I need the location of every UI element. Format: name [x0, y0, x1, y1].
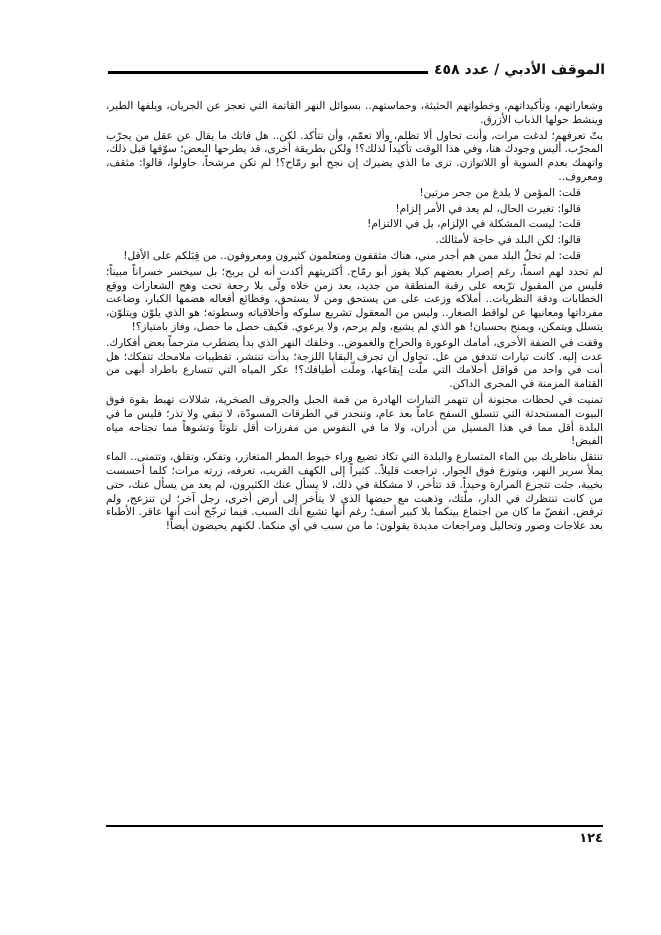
paragraph: وقفت في الضفة الأخرى، أمامك الوعورة والحراج والغموض.. وخلفك النهر الذي بدأ يضطرب مترجماً بعض أفكارك. عدت إليه. كانت تيارات تتدفق من عل. تحاول أن تجرف البقايا اللزجة؛ بدأت تنتشر، تقطيبات ملامحك تتفكك؛ هل أنت في واحد من قواقل أحلامك التي ملّت إيقاعها، وملّت أطيافك؟! عكر المياه التي تتسارع باطراد أبهى من القتامة المزمنة في المجرى الداكن.: [106, 336, 603, 391]
paragraph: وشعاراتهم، وتأكيداتهم، وخطواتهم الحثيثة، وحماستهم.. بسوائل النهر القاتمة التي تعجز عن الجريان، ويلفها الطير، وينشط حولها الذباب الأزرق.: [106, 100, 603, 126]
paragraph: تنتقل بناظريك بين الماء المتسارع والبلدة التي تكاد تضيع وراء خيوط المطر المتغازر، وتفكر، وتقلق، وتتمنى.. الماء يملأ سرير النهر، ويتوزع فوق الجوار. تراجعت قليلاً.. كثيراً إلى الكهف القريب، تعرفه، زرته مرات؛ كلما أحسست بخيبة، جئت تتجرع المرارة وحيداً. قد تتأخر، لا مشكلة في ذلك، لا يسأل عنك الكثيرون، لم يعد من يسأل عنك، حتى من كانت تنتظرك في الدار، ملّتك، وذهبت مع حيضها الذي لا يتأخر إلى أرض أخرى، رجل آخر؛ لن تنزعج، ولم ترفض. انفضّ ما كان من اجتماع بينكما بلا كبير أسف؛ رغم أنها تشيع أنك السبب. فيما ترجّح أنت أنها عاقر. الأطباء بعد علاجات وصور وتحاليل ومراجعات مديدة يقولون: ما من سبب في أي منكما. لكنهم يحيضون أيضاً!: [106, 451, 603, 533]
footer-rule: [106, 825, 603, 827]
header-rule: [108, 71, 428, 74]
paragraph: تمنيت في لحظات مجنونة أن تنهمر التيارات الهادرة من قمة الجبل والجروف الصخرية، شلالات تهبط بقوة فوق البيوت المستحدثة التي تتسلق السفح عاماً بعد عام، وتنحدر في الطرقات المسودّة، لا تبقي ولا تذر؛ فليس ما في البلدة أقل مما في هذا المسيل من أدران، ولا ما في النفوس من مفرزات أقل تلوثاً وتشوهاً مما تجتاحه مياه الفيض!: [106, 393, 603, 448]
dialogue-line: قلت: لم تخلُ البلد ممن هم أجدر مني، هناك مثقفون ومتعلمون كثيرون ومعروفون.. من قِبَلكم على الأقل!: [123, 249, 581, 262]
running-header: [108, 62, 605, 78]
paragraph: لم تحدد لهم اسماً، رغم إصرار بعضهم كيلا يفوز أبو رمّاح. أكثريتهم أكدت أنه لن يربح؛ بل سيخسر خسراناً مبيناً؛ فليس من المقبول ترّبعه على رقبة المنطقة من جديد، بعد زمن خلاه ولّى بلا رجعة تحت وهج الشعارات ووقع الخطابات ودقة النظريات.. أملاكه وزعت على من يستحق ومن لا يستحق، وفظائع أفعاله هضمها الكبار، وضاعت مفرداتها ومعانيها عن لواقط الصغار.. وليس من المعقول تشريع سلوكه وأخلاقياته وسطوته؛ هو الذي يلوّن ويتلوّن، يتسلل ويتمكن، ويمنح بحسبان! هو الذي لم يشبع، ولم يرحم، ولا يرعوي. فكيف حصل ما حصل، وفاز بامتياز؟!: [106, 265, 603, 333]
paragraph: بتّ تعرفهم؛ لدغت مرات، وأنت تحاول ألا تظلم، وألا تعمّم، وأن تتأكد. لكن.. هل فاتك ما يقال عن عقل من يجرّب المجرّب. أليس وجودك هنا، وفي هذا الوقت تأكيداً لذلك؟! ولكن بطريقة أخرى، قد يطرحها البعض؛ سوّقها قبل ذلك، واتهمك بعدم السوية أو اللاتوازن. ترى ما الذي يضيرك إن نجح أبو رمّاح؟! لم تكن مرشحاً، حاولوا، قالوا: مثقف، ومعروف..: [106, 129, 603, 183]
article-body: [106, 100, 603, 536]
dialogue-line: قلت: المؤمن لا يلدغ من جحر مرتين!: [419, 186, 581, 199]
dialogue-line: قلت: ليست المشكلة في الإلزام، بل في الالتزام!: [367, 218, 581, 231]
dialogue-line: قالوا: تغيرت الحال، لم يعد في الأمر إلزام!: [395, 202, 581, 215]
journal-title: الموقف الأدبي / عدد ٤٥٨: [434, 62, 605, 78]
dialogue-line: قالوا: لكن البلد في حاجة لأمثالك.: [435, 234, 581, 247]
page-number: ١٢٤: [579, 831, 603, 846]
